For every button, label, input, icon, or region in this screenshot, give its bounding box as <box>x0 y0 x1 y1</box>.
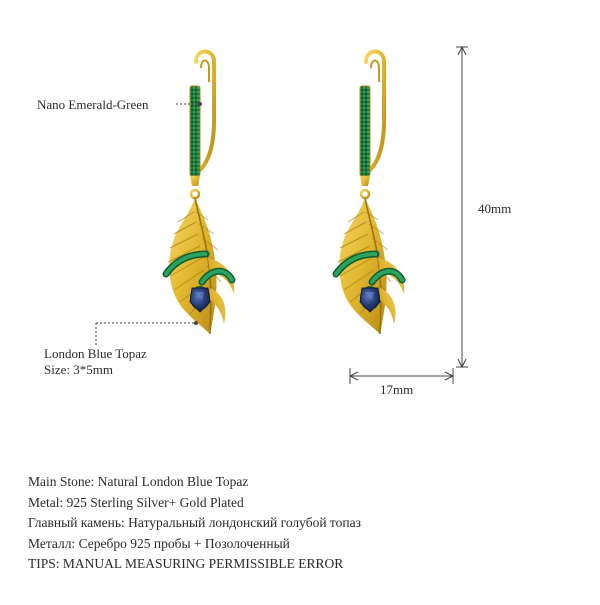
topaz-callout-line <box>96 321 198 346</box>
spec-tips: TIPS: MANUAL MEASURING PERMISSIBLE ERROR <box>28 556 344 571</box>
spec-metal-ru: Металл: Серебро 925 пробы + Позолоченный <box>28 535 290 551</box>
topaz-name-label: London Blue Topaz <box>44 346 147 361</box>
right-earring <box>336 52 404 335</box>
left-earring <box>166 52 234 335</box>
height-label: 40mm <box>478 201 512 216</box>
specifications <box>28 472 361 575</box>
topaz-size-label: Size: 3*5mm <box>44 362 113 377</box>
width-label: 17mm <box>380 382 414 397</box>
spec-metal: Metal: 925 Sterling Silver+ Gold Plated <box>28 494 244 510</box>
spec-main-stone: Main Stone: Natural London Blue Topaz <box>28 474 249 489</box>
spec-main-stone-ru: Главный камень: Натуральный лондонский голубой топаз <box>28 515 361 530</box>
emerald-label: Nano Emerald-Green <box>37 97 149 112</box>
height-dimension <box>456 47 468 367</box>
